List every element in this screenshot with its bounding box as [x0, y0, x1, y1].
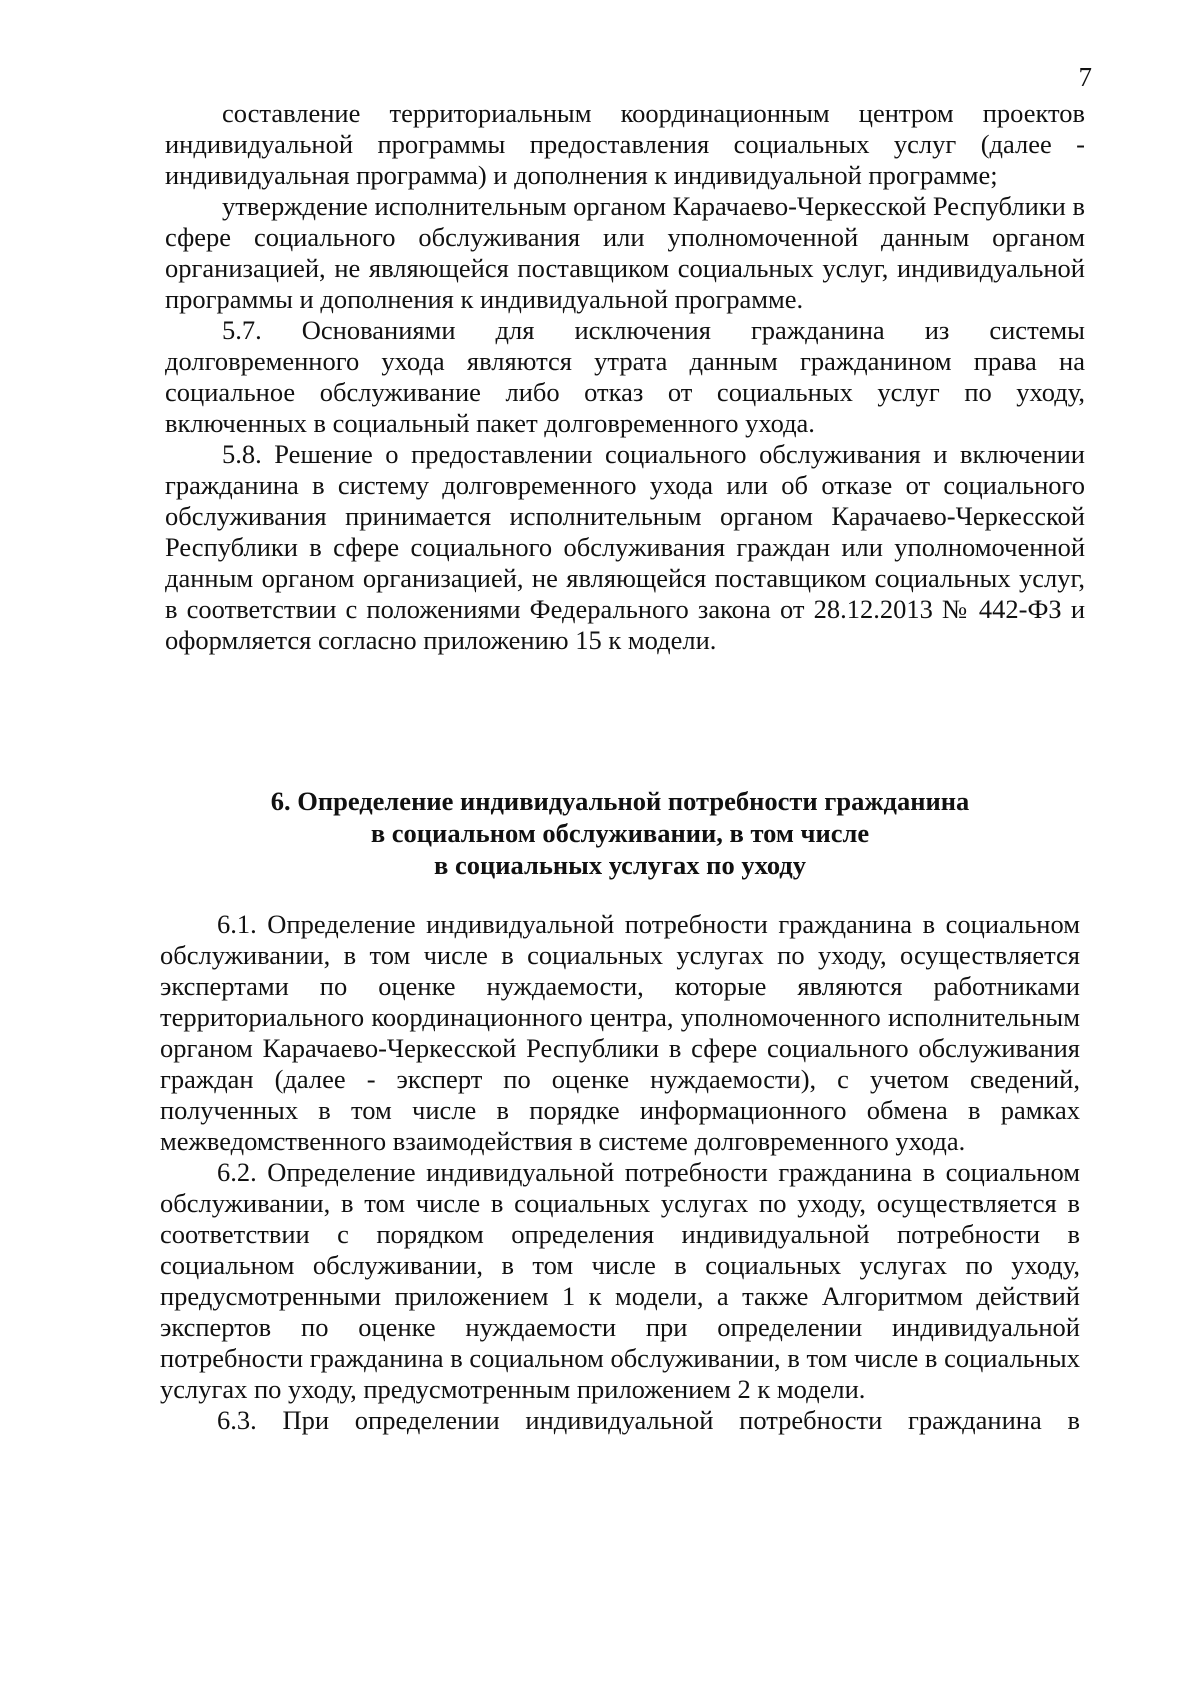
paragraph-5-8: 5.8. Решение о предоставлении социального обслуживания и включении гражданина в систему долговременного ухода или об отказе от социального обслуживания принимается исполнительным органом Карачаево-Черкесской Республики в сфере социального обслуживания граждан или уполномоченной данным органом организацией, не являющейся поставщиком социальных услуг, в соответствии с положениями Федерального закона от 28.12.2013 № 442-ФЗ и оформляется согласно приложению 15 к модели. — [165, 439, 1085, 655]
section-heading-line: в социальном обслуживании, в том числе — [370, 818, 870, 848]
paragraph-program-approval: утверждение исполнительным органом Карачаево-Черкесской Республики в сфере социального обслуживания или уполномоченной данным органом организацией, не являющейся поставщиком социальных услуг, индивидуальной программы и дополнения к индивидуальной программе. — [165, 191, 1085, 314]
paragraphs-top — [165, 98, 1085, 656]
paragraph-6-1: 6.1. Определение индивидуальной потребности гражданина в социальном обслуживании, в том числе в социальных услугах по уходу, осуществляется экспертами по оценке нуждаемости, которые являются работниками территориального координационного центра, уполномоченного исполнительным органом Карачаево-Черкесской Республики в сфере социального обслуживания граждан (далее - эксперт по оценке нуждаемости), с учетом сведений, полученных в том числе в порядке информационного обмена в рамках межведомственного взаимодействия в системе долговременного ухода. — [160, 909, 1080, 1156]
paragraph-5-7: 5.7. Основаниями для исключения гражданина из системы долговременного ухода являются утрата данным гражданином права на социальное обслуживание либо отказ от социальных услуг по уходу, включенных в социальный пакет долговременного ухода. — [165, 315, 1085, 438]
page-number: 7 — [1078, 62, 1092, 92]
section-heading-line: в социальных услугах по уходу — [434, 850, 806, 880]
paragraph-individual-program-draft: составление территориальным координационным центром проектов индивидуальной программы предоставления социальных услуг (далее - индивидуальная программа) и дополнения к индивидуальной программе; — [165, 98, 1085, 190]
paragraphs-section-6 — [160, 909, 1080, 1436]
paragraph-6-3: 6.3. При определении индивидуальной потребности гражданина в — [217, 1405, 1080, 1435]
section-heading-line: 6. Определение индивидуальной потребности гражданина — [270, 786, 970, 816]
section-6-heading — [160, 785, 1080, 881]
paragraph-6-2: 6.2. Определение индивидуальной потребности гражданина в социальном обслуживании, в том числе в социальных услугах по уходу, осуществляется в соответствии с порядком определения индивидуальной потребности в социальном обслуживании, в том числе в социальных услугах по уходу, предусмотренными приложением 1 к модели, а также Алгоритмом действий экспертов по оценке нуждаемости при определении индивидуальной потребности гражданина в социальном обслуживании, в том числе в социальных услугах по уходу, предусмотренным приложением 2 к модели. — [160, 1157, 1080, 1404]
